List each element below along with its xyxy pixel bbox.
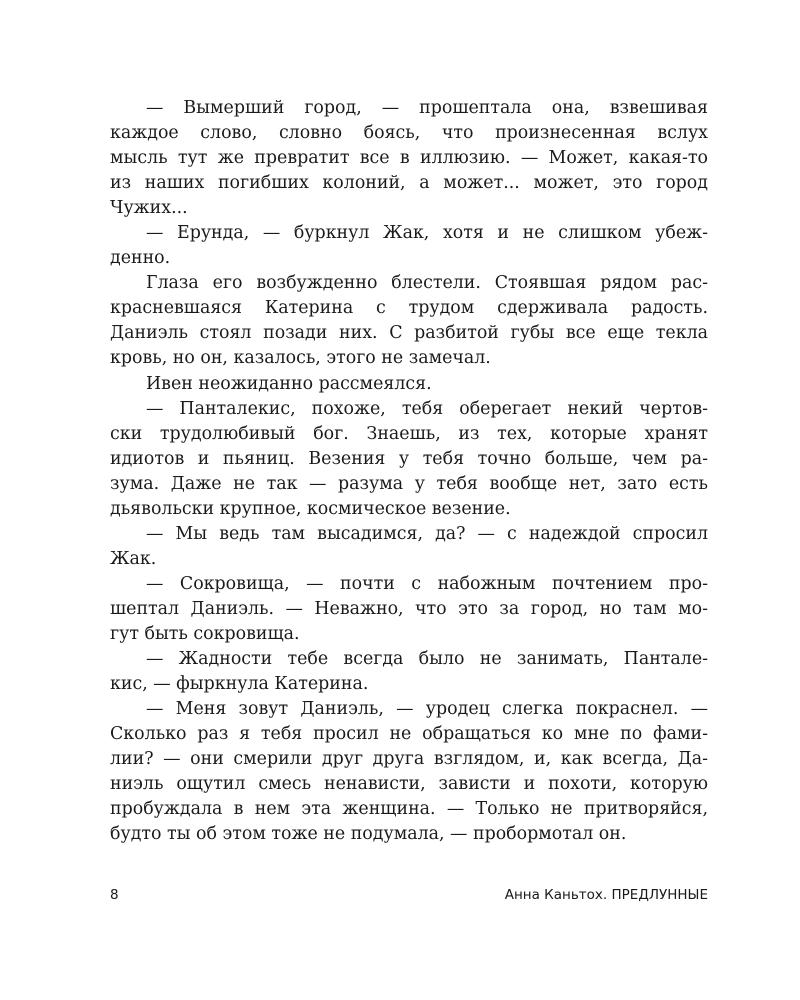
text-line: зума. Даже не так — разума у тебя вообще нет, зато есть	[110, 473, 708, 494]
text-line: лии? — они смерили друг друга взглядом, и, как всегда, Да-	[110, 749, 708, 770]
text-line: Жак.	[110, 548, 157, 569]
paragraph	[110, 221, 708, 271]
text-line: каждое слово, словно боясь, что произнесенная вслух	[110, 123, 708, 144]
text-line: идиотов и пьяниц. Везения у тебя точно больше, чем ра-	[110, 448, 708, 469]
text-line: — Сокровища, — почти с набожным почтением про-	[146, 573, 708, 594]
text-line: шептал Даниэль. — Неважно, что это за город, но там мо-	[110, 598, 708, 619]
text-line: Глаза его возбужденно блестели. Стоявшая рядом рас-	[146, 273, 708, 294]
paragraph	[110, 572, 708, 647]
page-number: 8	[110, 887, 119, 903]
text-line: из наших погибших колоний, а может... может, это город	[110, 173, 708, 194]
text-line: пробуждала в нем эта женщина. — Только не притворяйся,	[110, 799, 708, 820]
paragraph	[110, 96, 708, 221]
text-line: Ивен неожиданно рассмеялся.	[146, 373, 432, 394]
text-line: — Панталекис, похоже, тебя оберегает некий чертов-	[146, 398, 708, 419]
text-line: Даниэль стоял позади них. С разбитой губы все еще текла	[110, 323, 708, 344]
text-line: ски трудолюбивый бог. Знаешь, из тех, которые хранят	[110, 423, 708, 444]
text-line: кровь, но он, казалось, этого не замечал.	[110, 348, 491, 369]
text-line: — Жадности тебе всегда было не занимать, Пантале-	[146, 649, 708, 670]
paragraph	[110, 372, 708, 397]
text-line: ниэль ощутил смесь ненависти, зависти и похоти, которую	[110, 774, 708, 795]
text-line: — Меня зовут Даниэль, — уродец слегка покраснел. —	[146, 699, 708, 720]
paragraph	[110, 522, 708, 572]
text-line: — Вымерший город, — прошептала она, взвешивая	[146, 98, 708, 118]
paragraph	[110, 647, 708, 697]
paragraph	[110, 697, 708, 847]
paragraph	[110, 271, 708, 371]
text-line: будто ты об этом тоже не подумала, — пробормотал он.	[110, 824, 627, 845]
text-line: мысль тут же превратит все в иллюзию. — Может, какая-то	[110, 148, 708, 169]
running-head: Анна Каньтох. ПРЕДЛУННЫЕ	[504, 887, 708, 903]
text-line: — Мы ведь там высадимся, да? — с надеждой спросил	[146, 523, 708, 544]
text-line: Сколько раз я тебя просил не обращаться ко мне по фами-	[110, 724, 708, 745]
text-line: — Ерунда, — буркнул Жак, хотя и не слишком убеж-	[146, 223, 708, 244]
paragraph	[110, 397, 708, 522]
text-line: гут быть сокровища.	[110, 623, 300, 644]
text-line: кис, — фыркнула Катерина.	[110, 674, 369, 695]
text-line: красневшаяся Катерина с трудом сдерживала радость.	[110, 298, 708, 319]
text-line: Чужих...	[110, 198, 188, 219]
text-line: денно.	[110, 248, 171, 269]
text-line: дьявольски крупное, космическое везение.	[110, 498, 511, 519]
page-body	[110, 96, 708, 847]
